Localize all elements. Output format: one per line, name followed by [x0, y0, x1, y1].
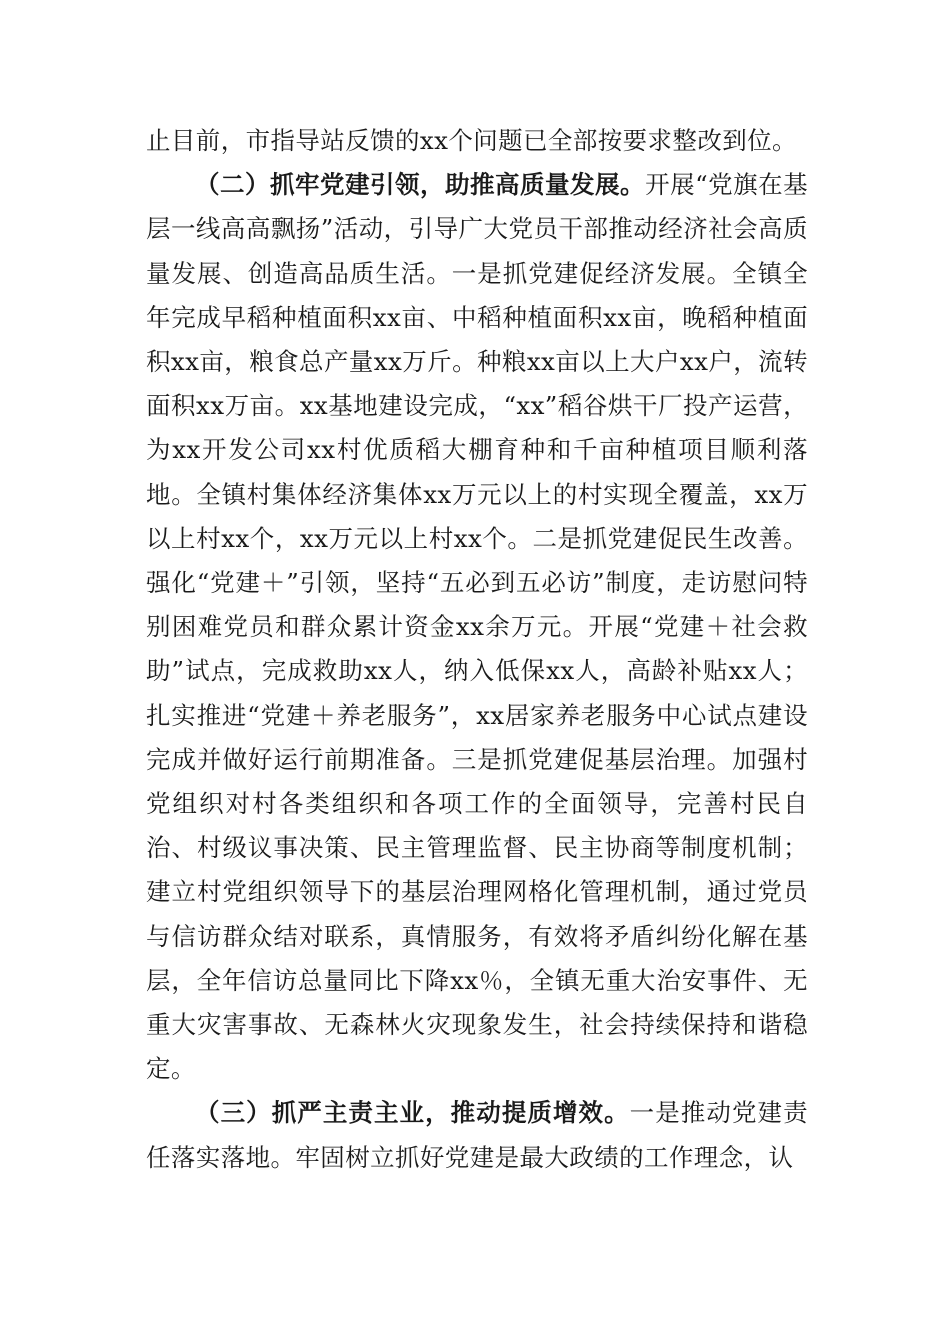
paragraph-text: 一是推动党建责任落实落地。牢固树立抓好党建是最大政绩的工作理念，认: [146, 1098, 808, 1172]
section-heading: （三）抓严主责主业，推动提质增效。: [195, 1098, 630, 1128]
paragraph-section-three: [146, 1091, 808, 1179]
document-body: [146, 119, 808, 1180]
paragraph-section-two: [146, 163, 808, 1091]
section-heading: （二）抓牢党建引领，助推高质量发展。: [195, 170, 646, 200]
paragraph-text: 开展“党旗在基层一线高高飘扬”活动，引导广大党员干部推动经济社会高质量发展、创造高品质生活。一是抓党建促经济发展。全镇全年完成早稻种植面积xx亩、中稻种植面积xx亩，晚稻种植面积xx亩，粮食总产量xx万斤。种粮xx亩以上大户xx户，流转面积xx万亩。xx基地建设完成，“xx”稻谷烘干厂投产运营，为xx开发公司xx村优质稻大棚育种和千亩种植项目顺利落地。全镇村集体经济集体xx万元以上的村实现全覆盖，xx万以上村xx个，xx万元以上村xx个。二是抓党建促民生改善。强化“党建＋”引领，坚持“五必到五必访”制度，走访慰问特别困难党员和群众累计资金xx余万元。开展“党建＋社会救助”试点，完成救助xx人，纳入低保xx人，高龄补贴xx人；扎实推进“党建＋养老服务”，xx居家养老服务中心试点建设完成并做好运行前期准备。三是抓党建促基层治理。加强村党组织对村各类组织和各项工作的全面领导，完善村民自治、村级议事决策、民主管理监督、民主协商等制度机制；建立村党组织领导下的基层治理网格化管理机制，通过党员与信访群众结对联系，真情服务，有效将矛盾纠纷化解在基层，全年信访总量同比下降xx％，全镇无重大治安事件、无重大灾害事故、无森林火灾现象发生，社会持续保持和谐稳定。: [146, 170, 809, 1084]
paragraph-continuation: [146, 119, 808, 163]
paragraph-text: 止目前，市指导站反馈的xx个问题已全部按要求整改到位。: [146, 126, 797, 155]
